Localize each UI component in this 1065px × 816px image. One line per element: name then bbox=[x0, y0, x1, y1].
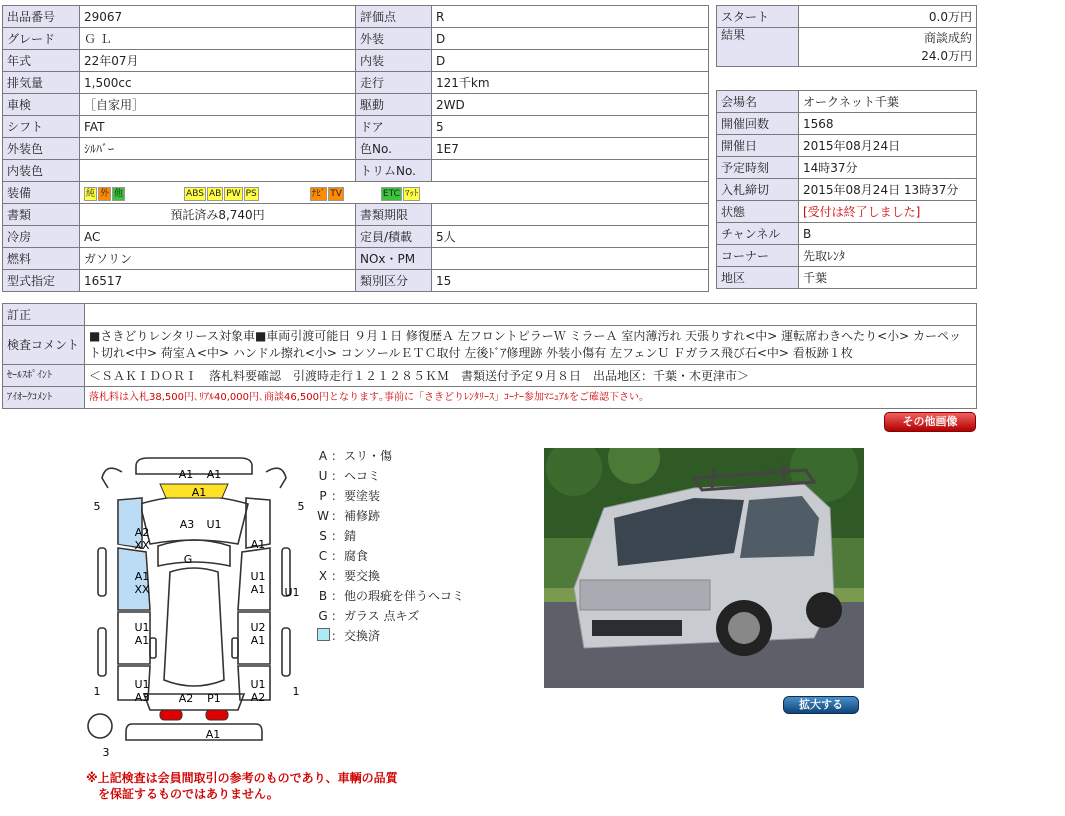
legend-value: 要塗装 bbox=[344, 489, 381, 503]
left-rear-wheel-shape bbox=[98, 628, 106, 676]
venue-value: 2015年08月24日 bbox=[799, 135, 977, 157]
front-bumper-shape bbox=[136, 458, 252, 474]
venue-value: 先取ﾚﾝﾀ bbox=[799, 245, 977, 267]
spec-value bbox=[432, 160, 709, 182]
spec-label: 年式 bbox=[3, 50, 80, 72]
sales-point-label: ｾｰﾙｽﾎﾟｲﾝﾄ bbox=[3, 365, 85, 387]
legend-value: 錆 bbox=[344, 529, 357, 543]
right-rear-label-1: U2 bbox=[250, 621, 266, 634]
spec-row bbox=[3, 72, 709, 94]
spec-row bbox=[3, 226, 709, 248]
hood-label-1: A3 bbox=[179, 518, 195, 531]
legend-value: 交換済 bbox=[344, 629, 381, 643]
left-fender-label-2: XX bbox=[134, 539, 150, 552]
rear-right-light-area bbox=[206, 710, 228, 720]
left-quarter-label-1: U1 bbox=[134, 678, 150, 691]
legend-separator: ： bbox=[330, 509, 343, 523]
legend-separator: ： bbox=[330, 549, 343, 563]
rear-gate-shape bbox=[144, 694, 244, 710]
right-rear-label-2: A1 bbox=[250, 634, 266, 647]
spec-row bbox=[3, 138, 709, 160]
venue-row bbox=[717, 135, 977, 157]
right-quarter-label-2: A2 bbox=[250, 691, 266, 704]
venue-label: 開催回数 bbox=[717, 113, 799, 135]
spec-value: Ｇ Ｌ bbox=[80, 28, 356, 50]
car-outline-svg bbox=[78, 448, 310, 760]
right-number-5: 5 bbox=[297, 500, 305, 513]
spec-value: D bbox=[432, 28, 709, 50]
rear-label-1: A2 bbox=[178, 692, 194, 705]
spec-row bbox=[3, 116, 709, 138]
equipment-label: 装備 bbox=[3, 182, 80, 204]
equipment-badge: 純 bbox=[86, 188, 96, 199]
legend-separator: ： bbox=[330, 629, 343, 643]
venue-label: 開催日 bbox=[717, 135, 799, 157]
spec-label: 定員/積載 bbox=[356, 226, 432, 248]
venue-label: 地区 bbox=[717, 267, 799, 289]
legend-separator: ： bbox=[330, 449, 343, 463]
legend-value: 他の瑕疵を伴うヘコミ bbox=[344, 589, 465, 603]
venue-row bbox=[717, 157, 977, 179]
aionet-comment-value: 落札料は入札38,500円､ﾘｱﾙ40,000円､商談46,500円となります｡事前に「さきどりﾚﾝﾀﾘｰｽ」ｺｰﾅｰ参加ﾏﾆｭｱﾙをご確認下さい｡ bbox=[85, 387, 977, 409]
legend-key: C bbox=[318, 549, 328, 563]
spec-value: ガソリン bbox=[80, 248, 356, 270]
front-right-corner-shape bbox=[266, 468, 286, 488]
venue-value: 1568 bbox=[799, 113, 977, 135]
venue-label: コーナー bbox=[717, 245, 799, 267]
spec-value: ｼﾙﾊﾞｰ bbox=[80, 138, 356, 160]
legend-key bbox=[316, 628, 330, 645]
spec-value: 5人 bbox=[432, 226, 709, 248]
spec-label: 外装 bbox=[356, 28, 432, 50]
right-fender-label: A1 bbox=[250, 538, 266, 551]
rear-bumper-label: A1 bbox=[205, 728, 221, 741]
spec-row bbox=[3, 160, 709, 182]
equipment-badge: AB bbox=[208, 188, 222, 199]
result-price: 24.0万円 bbox=[921, 49, 972, 63]
venue-value: 2015年08月24日 13時37分 bbox=[799, 179, 977, 201]
enlarge-button[interactable]: 拡大する bbox=[783, 696, 859, 714]
rear-left-light-area bbox=[160, 710, 182, 720]
spec-label: 書類期限 bbox=[356, 204, 432, 226]
legend-key: W bbox=[317, 509, 329, 523]
spec-label: 書類 bbox=[3, 204, 80, 226]
spec-value: 22年07月 bbox=[80, 50, 356, 72]
vehicle-photo-svg bbox=[544, 448, 864, 688]
equipment-badge: ﾏｯﾄ bbox=[404, 188, 419, 199]
right-rear-wheel-shape bbox=[282, 628, 290, 676]
spec-label: 出品番号 bbox=[3, 6, 80, 28]
left-rear-label-1: U1 bbox=[134, 621, 150, 634]
spec-value: ［自家用］ bbox=[80, 94, 356, 116]
result-label: 結果 bbox=[717, 28, 799, 67]
equipment-badge: PS bbox=[245, 188, 257, 199]
spec-value: 121千km bbox=[432, 72, 709, 94]
damage-diagram bbox=[78, 448, 310, 760]
spec-value: 29067 bbox=[80, 6, 356, 28]
spec-row bbox=[3, 248, 709, 270]
spec-label: 排気量 bbox=[3, 72, 80, 94]
equipment-badge: TV bbox=[330, 188, 342, 199]
spec-label: 類別区分 bbox=[356, 270, 432, 292]
legend-value: 腐食 bbox=[344, 549, 369, 563]
spec-label: 走行 bbox=[356, 72, 432, 94]
equipment-badge: ABS bbox=[186, 188, 204, 199]
legend-key: X bbox=[318, 569, 328, 583]
spec-value: R bbox=[432, 6, 709, 28]
venue-row bbox=[717, 223, 977, 245]
roof-top-label-1: A1 bbox=[178, 468, 194, 481]
spec-value: AC bbox=[80, 226, 356, 248]
spec-row bbox=[3, 94, 709, 116]
venue-label: 入札締切 bbox=[717, 179, 799, 201]
equipment-badge: 外 bbox=[100, 188, 110, 199]
venue-value: オークネット千葉 bbox=[799, 91, 977, 113]
legend-row bbox=[316, 588, 466, 604]
left-handle-shape bbox=[150, 638, 156, 658]
rear-bumper-shape bbox=[126, 724, 262, 740]
legend-row bbox=[316, 628, 466, 645]
legend-row bbox=[316, 528, 466, 544]
spec-label: 外装色 bbox=[3, 138, 80, 160]
venue-row bbox=[717, 113, 977, 135]
legend-value: ガラス 点キズ bbox=[344, 609, 420, 623]
left-rear-label-2: A1 bbox=[134, 634, 150, 647]
spec-label: 車検 bbox=[3, 94, 80, 116]
legend-value: 補修跡 bbox=[344, 509, 381, 523]
spec-row bbox=[3, 204, 709, 226]
windshield-label: A1 bbox=[191, 486, 207, 499]
left-number-5: 5 bbox=[93, 500, 101, 513]
notice-line-1: ※上記検査は会員間取引の参考のものであり、車輌の品質 bbox=[86, 771, 398, 785]
front-left-corner-shape bbox=[102, 468, 122, 488]
legend-row bbox=[316, 468, 466, 484]
right-door-label-1: U1 bbox=[250, 570, 266, 583]
price-table bbox=[716, 5, 977, 67]
venue-label: 会場名 bbox=[717, 91, 799, 113]
venue-table bbox=[716, 90, 977, 289]
spec-label: 内装色 bbox=[3, 160, 80, 182]
right-number-1: 1 bbox=[292, 685, 300, 698]
other-images-button[interactable]: その他画像 bbox=[884, 412, 976, 432]
left-number-1: 1 bbox=[93, 685, 101, 698]
start-value: 0.0万円 bbox=[799, 6, 977, 28]
spec-row bbox=[3, 6, 709, 28]
glass-label: G bbox=[183, 553, 193, 566]
spec-value: 16517 bbox=[80, 270, 356, 292]
spec-row bbox=[3, 270, 709, 292]
legend-separator: ： bbox=[330, 469, 343, 483]
right-side-label: U1 bbox=[284, 586, 300, 599]
comments-table bbox=[2, 303, 977, 409]
spec-label: 型式指定 bbox=[3, 270, 80, 292]
equipment-badge: 他 bbox=[114, 188, 124, 199]
legend-row bbox=[316, 568, 466, 584]
equipment-row bbox=[3, 182, 709, 204]
spec-value: D bbox=[432, 50, 709, 72]
spec-label: グレード bbox=[3, 28, 80, 50]
spec-value bbox=[432, 248, 709, 270]
spec-label: 駆動 bbox=[356, 94, 432, 116]
equipment-badge: PW bbox=[226, 188, 241, 199]
correction-label: 訂正 bbox=[3, 304, 85, 326]
venue-row bbox=[717, 267, 977, 289]
legend-key: A bbox=[318, 449, 328, 463]
damage-legend bbox=[316, 448, 466, 649]
spare-tire-shape bbox=[88, 714, 112, 738]
spec-value: 預託済み8,740円 bbox=[80, 204, 356, 226]
glass-shape bbox=[158, 540, 230, 566]
legend-key: G bbox=[318, 609, 328, 623]
vehicle-spec-table bbox=[2, 5, 709, 292]
legend-value: ヘコミ bbox=[344, 469, 381, 483]
legend-row bbox=[316, 548, 466, 564]
left-quarter-label-2: A3 bbox=[134, 691, 150, 704]
rear-label-2: P1 bbox=[207, 692, 221, 705]
result-status: 商談成約 bbox=[923, 31, 972, 45]
spec-label: 冷房 bbox=[3, 226, 80, 248]
result-value bbox=[799, 28, 977, 67]
spec-label: 燃料 bbox=[3, 248, 80, 270]
spec-value: 1E7 bbox=[432, 138, 709, 160]
legend-value: スリ・傷 bbox=[344, 449, 393, 463]
spec-value: FAT bbox=[80, 116, 356, 138]
venue-label: 状態 bbox=[717, 201, 799, 223]
venue-label: 予定時刻 bbox=[717, 157, 799, 179]
legend-separator: ： bbox=[330, 569, 343, 583]
inspection-label: 検査コメント bbox=[3, 326, 85, 365]
venue-row bbox=[717, 201, 977, 223]
spec-value: 5 bbox=[432, 116, 709, 138]
spec-label: 評価点 bbox=[356, 6, 432, 28]
legend-separator: ： bbox=[330, 529, 343, 543]
spec-value bbox=[432, 204, 709, 226]
left-fender-label-1: A2 bbox=[134, 526, 150, 539]
notice-line-2: を保証するものではありません。 bbox=[98, 787, 279, 801]
right-handle-shape bbox=[232, 638, 238, 658]
start-label: スタート bbox=[717, 6, 799, 28]
spec-label: ドア bbox=[356, 116, 432, 138]
venue-value: 千葉 bbox=[799, 267, 977, 289]
spec-row bbox=[3, 28, 709, 50]
legend-separator: ： bbox=[330, 489, 343, 503]
legend-key: U bbox=[318, 469, 328, 483]
spec-value: 15 bbox=[432, 270, 709, 292]
legend-key: S bbox=[319, 529, 327, 543]
inspection-notice bbox=[86, 770, 466, 802]
roof-shape bbox=[164, 568, 224, 686]
roof-top-label-2: A1 bbox=[206, 468, 222, 481]
spec-label: NOx・PM bbox=[356, 248, 432, 270]
legend-value: 要交換 bbox=[344, 569, 381, 583]
legend-row bbox=[316, 608, 466, 624]
spec-value: 1,500cc bbox=[80, 72, 356, 94]
venue-value: B bbox=[799, 223, 977, 245]
spec-value: 2WD bbox=[432, 94, 709, 116]
venue-row bbox=[717, 179, 977, 201]
venue-row bbox=[717, 91, 977, 113]
inspection-comment: ■さきどりレンタリース対象車■車両引渡可能日 ９月１日 修復歴Ａ 左フロントピラーＷ ミラーＡ 室内薄汚れ 天張りすれ<中> 運転席わきへたり<小> カーペット切れ<中> 荷室Ａ<中> ハンドル擦れ<小> コンソールＥＴＣ取付 左後ﾄﾞｱ修理跡 外装小傷有 左フェンＵ Ｆガラス飛び石<中> 看板跡１枚 bbox=[85, 326, 977, 365]
legend-key: P bbox=[319, 489, 327, 503]
venue-value: 14時37分 bbox=[799, 157, 977, 179]
legend-row bbox=[316, 488, 466, 504]
spec-label: シフト bbox=[3, 116, 80, 138]
hood-label-2: U1 bbox=[206, 518, 222, 531]
spec-label: 内装 bbox=[356, 50, 432, 72]
correction-value bbox=[85, 304, 977, 326]
right-door-label-2: A1 bbox=[250, 583, 266, 596]
exchanged-swatch bbox=[317, 628, 330, 641]
venue-label: チャンネル bbox=[717, 223, 799, 245]
equipment-badge: ETC bbox=[382, 188, 400, 199]
equipment-badges bbox=[80, 182, 709, 204]
spec-row bbox=[3, 50, 709, 72]
left-door-label-2: XX bbox=[134, 583, 150, 596]
vehicle-photo[interactable] bbox=[544, 448, 864, 688]
spec-label: 色No. bbox=[356, 138, 432, 160]
equipment-badge: ﾅﾋﾞ bbox=[311, 188, 326, 199]
legend-row bbox=[316, 448, 466, 464]
legend-separator: ： bbox=[330, 609, 343, 623]
legend-row bbox=[316, 508, 466, 524]
left-front-wheel-shape bbox=[98, 548, 106, 596]
venue-row bbox=[717, 245, 977, 267]
legend-key: B bbox=[318, 589, 328, 603]
spec-label: トリムNo. bbox=[356, 160, 432, 182]
aionet-comment-label: ｱｲｵｰｸｺﾒﾝﾄ bbox=[3, 387, 85, 409]
legend-separator: ： bbox=[330, 589, 343, 603]
sales-point-value: ＜ＳＡＫＩＤＯＲＩ 落札料要確認 引渡時走行１２１２８５ＫＭ 書類送付予定９月８日 出品地区：千葉・木更津市＞ bbox=[85, 365, 977, 387]
spec-value bbox=[80, 160, 356, 182]
venue-value: [受付は終了しました] bbox=[799, 201, 977, 223]
number-3: 3 bbox=[102, 746, 110, 759]
right-quarter-label-1: U1 bbox=[250, 678, 266, 691]
left-door-label-1: A1 bbox=[134, 570, 150, 583]
